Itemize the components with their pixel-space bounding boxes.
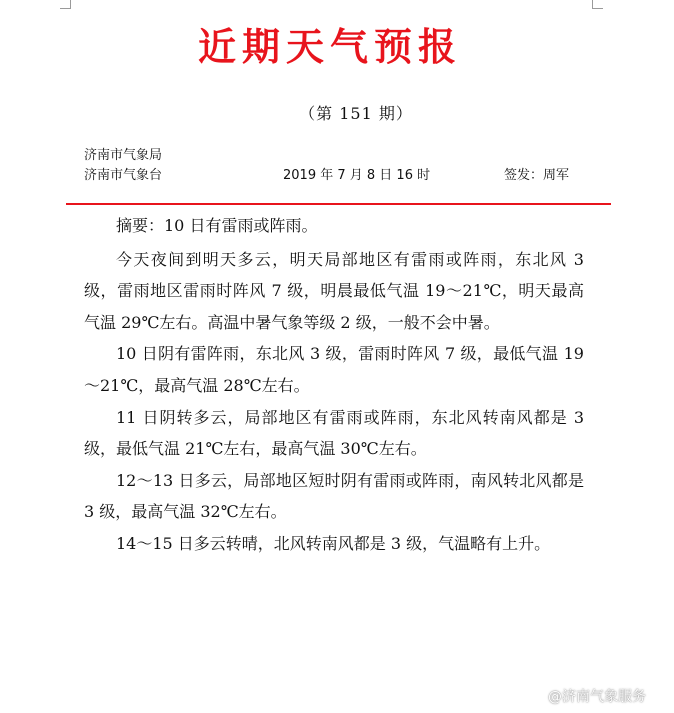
forecast-paragraph-day-11: 11 日阴转多云，局部地区有雷雨或阵雨，东北风转南风都是 3 级，最低气温 21℃左右，最高气温 30℃左右。 [84, 407, 584, 459]
header-divider [66, 203, 611, 205]
document-title: 近期天气预报 [197, 25, 462, 69]
issue-number: （第 151 期） [299, 104, 413, 123]
issue-time: 2019 年 7 月 8 日 16 时 [283, 168, 431, 183]
forecast-body [84, 210, 584, 560]
page-corner-mark-left [60, 0, 71, 9]
weibo-icon [526, 689, 546, 703]
page-corner-mark-right [592, 0, 603, 9]
issuer-bureau: 济南市气象局 [84, 148, 163, 163]
issuer-station: 济南市气象台 [84, 168, 163, 183]
forecast-paragraph-day-10: 10 日阴有雷阵雨，东北风 3 级，雷雨时阵风 7 级，最低气温 19～21℃，最高气温 28℃左右。 [84, 344, 584, 395]
forecast-paragraph-day-14-15: 14～15 日多云转晴，北风转南风都是 3 级，气温略有上升。 [116, 533, 551, 553]
forecast-paragraph-tonight-tomorrow: 今天夜间到明天多云，明天局部地区有雷雨或阵雨，东北风 3 级，雷雨地区雷雨时阵风 7 级，明晨最低气温 19～21℃，明天最高气温 29℃左右。高温中暑气象等级 2 级，一般不会中暑。 [84, 249, 584, 332]
weibo-watermark [526, 686, 646, 706]
forecast-summary: 摘要：10 日有雷雨或阵雨。 [116, 216, 318, 235]
forecast-paragraph-day-12-13: 12～13 日多云，局部地区短时阴有雷雨或阵雨，南风转北风都是 3 级，最高气温 32℃左右。 [84, 470, 584, 522]
watermark-text: @济南气象服务 [548, 689, 646, 705]
signer: 签发：周军 [504, 168, 570, 183]
